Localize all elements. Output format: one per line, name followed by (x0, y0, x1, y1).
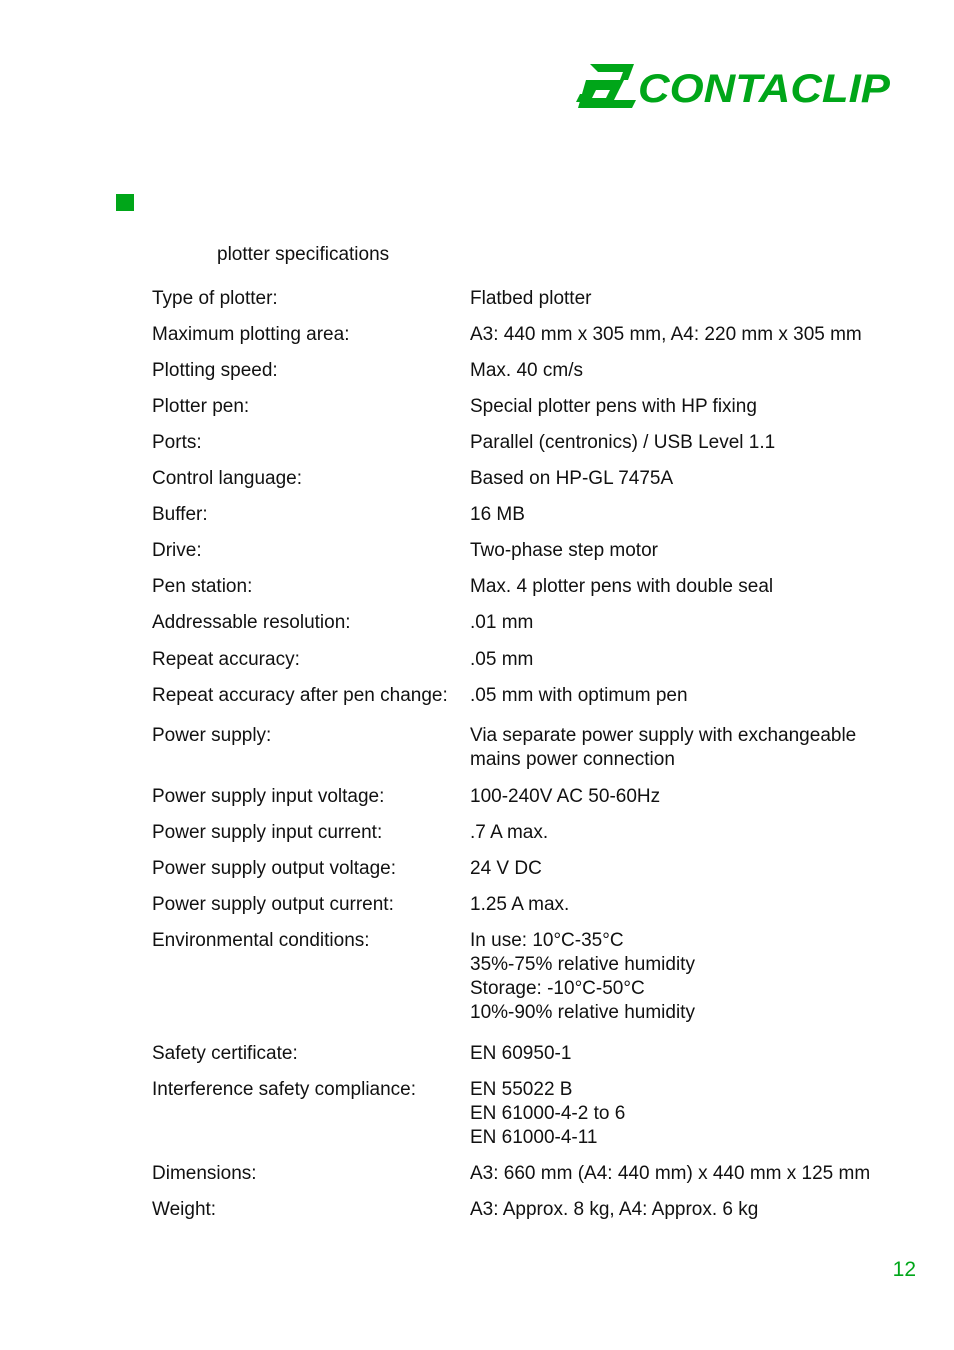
spec-label: Pen station: (152, 576, 253, 597)
logo-wordmark: CONTACLIP (638, 67, 891, 111)
spec-value-line: 35%-75% relative humidity (470, 954, 695, 975)
spec-value-line: Max. 4 plotter pens with double seal (470, 576, 774, 597)
spec-value-line: In use: 10°C-35°C (470, 930, 624, 951)
spec-value-line: EN 61000-4-2 to 6 (470, 1103, 626, 1124)
spec-value (470, 1078, 910, 1150)
spec-label: Power supply input voltage: (152, 786, 385, 807)
spec-value (470, 785, 910, 809)
page-number: 12 (892, 1258, 916, 1281)
spec-value (470, 467, 910, 491)
spec-value-line: Storage: -10°C-50°C (470, 978, 645, 999)
spec-label: Buffer: (152, 504, 208, 525)
spec-value-line: Flatbed plotter (470, 288, 592, 309)
spec-value (470, 395, 910, 419)
spec-value-line: A3: 440 mm x 305 mm, A4: 220 mm x 305 mm (470, 324, 862, 345)
spec-value-line: .05 mm with optimum pen (470, 685, 688, 706)
spec-value-line: EN 60950-1 (470, 1043, 572, 1064)
spec-value-line: .01 mm (470, 612, 534, 633)
spec-value-line: 1.25 A max. (470, 894, 570, 915)
spec-value (470, 821, 910, 845)
spec-value-line: EN 55022 B (470, 1079, 573, 1100)
spec-value-line: mains power connection (470, 749, 675, 770)
spec-value-line: Based on HP-GL 7475A (470, 468, 674, 489)
spec-value-line: EN 61000-4-11 (470, 1127, 598, 1148)
spec-label: Repeat accuracy after pen change: (152, 685, 448, 706)
spec-label: Environmental conditions: (152, 930, 370, 951)
spec-value (470, 539, 910, 563)
spec-value (470, 857, 910, 881)
spec-value (470, 359, 910, 383)
spec-label: Ports: (152, 432, 202, 453)
spec-value (470, 431, 910, 455)
contaclip-logo (576, 60, 894, 112)
spec-label: Interference safety compliance: (152, 1079, 417, 1100)
spec-value (470, 575, 910, 599)
spec-label: Power supply: (152, 725, 272, 746)
spec-value-line: Two-phase step motor (470, 540, 658, 561)
spec-value (470, 611, 910, 635)
spec-value-line: .7 A max. (470, 822, 549, 843)
spec-value-line: 16 MB (470, 504, 525, 525)
spec-label: Addressable resolution: (152, 612, 351, 633)
green-square-bullet-icon (116, 194, 134, 211)
spec-value-line: 24 V DC (470, 858, 542, 879)
spec-value (470, 503, 910, 527)
spec-label: Control language: (152, 468, 302, 489)
spec-label: Plotting speed: (152, 360, 278, 381)
spec-value-line: Special plotter pens with HP fixing (470, 396, 757, 417)
spec-value (470, 929, 910, 1025)
spec-label: Dimensions: (152, 1163, 257, 1184)
spec-value (470, 323, 910, 347)
spec-label: Plotter pen: (152, 396, 250, 417)
spec-value (470, 648, 910, 672)
spec-label: Type of plotter: (152, 288, 278, 309)
spec-value (470, 893, 910, 917)
spec-label: Power supply input current: (152, 822, 383, 843)
spec-label: Repeat accuracy: (152, 649, 300, 670)
spec-label: Safety certificate: (152, 1043, 298, 1064)
spec-value-line: A3: Approx. 8 kg, A4: Approx. 6 kg (470, 1199, 759, 1220)
spec-value-line: 100-240V AC 50-60Hz (470, 786, 661, 807)
spec-value-line: .05 mm (470, 649, 534, 670)
spec-value (470, 1198, 910, 1222)
spec-value-line: Via separate power supply with exchangeable (470, 725, 857, 746)
spec-value (470, 1162, 910, 1186)
spec-label: Power supply output voltage: (152, 858, 396, 879)
section-subtitle: plotter specifications (217, 244, 390, 265)
spec-value (470, 684, 910, 708)
spec-value (470, 1042, 910, 1066)
spec-label: Power supply output current: (152, 894, 394, 915)
contaclip-logo-icon (576, 60, 894, 112)
spec-label: Drive: (152, 540, 202, 561)
spec-label: Weight: (152, 1199, 217, 1220)
spec-value-line: 10%-90% relative humidity (470, 1002, 695, 1023)
spec-label: Maximum plotting area: (152, 324, 350, 345)
spec-value-line: A3: 660 mm (A4: 440 mm) x 440 mm x 125 mm (470, 1163, 871, 1184)
spec-value (470, 287, 910, 311)
spec-value-line: Parallel (centronics) / USB Level 1.1 (470, 432, 776, 453)
spec-value-line: Max. 40 cm/s (470, 360, 583, 381)
spec-value (470, 724, 910, 772)
